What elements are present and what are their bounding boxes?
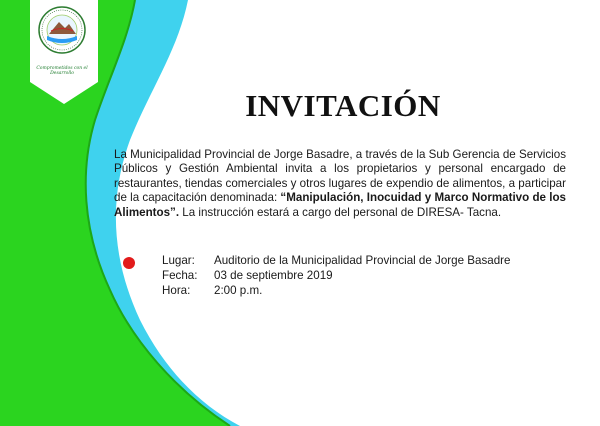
- paragraph-closing: La instrucción estará a cargo del personal de DIRESA- Tacna.: [179, 205, 502, 219]
- place-value: Auditorio de la Municipalidad Provincial de Jorge Basadre: [214, 254, 511, 267]
- date-label: Fecha:: [162, 269, 198, 282]
- place-row: [162, 254, 582, 267]
- place-label: Lugar:: [162, 254, 195, 267]
- municipal-emblem: [27, 0, 97, 88]
- date-value: 03 de septiembre 2019: [214, 269, 333, 282]
- invitation-paragraph: [114, 148, 566, 220]
- emblem-motto: Comprometidos con el Desarrollo: [36, 66, 88, 76]
- course-name: “Manipulación, Inocuidad y Marco Normativo de los Alimentos”.: [114, 191, 566, 219]
- time-row: [162, 284, 582, 297]
- red-bullet-icon: [123, 257, 135, 269]
- paragraph-intro: La Municipalidad Provincial de Jorge Basadre, a través de la Sub Gerencia de Servicios Públicos y Gestión Ambiental invita a los propietarios y personal encargado de restaurantes, tiendas comerciales y otros lugares de expendio de alimentos, a participar de la capacitación denominada:: [114, 148, 566, 205]
- date-row: [162, 269, 582, 282]
- municipal-seal-icon: [27, 0, 97, 66]
- time-value: 2:00 p.m.: [214, 284, 263, 297]
- page-title: INVITACIÓN: [245, 88, 441, 123]
- time-label: Hora:: [162, 284, 191, 297]
